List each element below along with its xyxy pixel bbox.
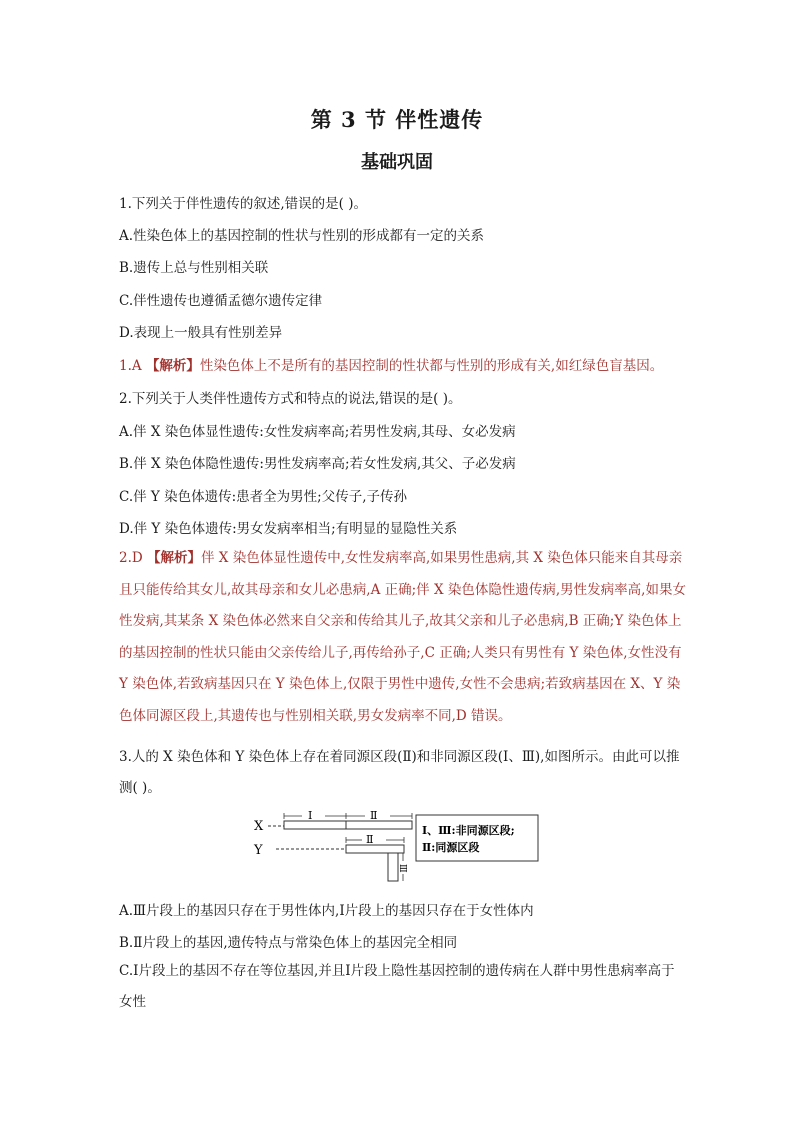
segment-2-label-x: Ⅱ [370,809,378,822]
section-subtitle: 基础巩固 [361,152,433,173]
question-2-stem: 2.下列关于人类伴性遗传方式和特点的说法,错误的是( )。 [119,391,462,407]
question-2-option-a: A.伴 X 染色体显性遗传:女性发病率高;若男性发病,其母、女必发病 [119,424,516,440]
question-1-option-c: C.伴性遗传也遵循孟德尔遗传定律 [119,293,323,309]
question-1-option-d: D.表现上一般具有性别差异 [119,325,283,341]
y-chromosome-bar [346,845,404,853]
segment-1-label: Ⅰ [308,809,313,822]
question-2-option-d: D.伴 Y 染色体遗传:男女发病率相当;有明显的显隐性关系 [119,521,458,537]
page-title: 第 3 节 伴性遗传 [310,107,484,132]
question-2-answer [119,543,687,732]
question-3-option-a: A.Ⅲ片段上的基因只存在于男性体内,Ⅰ片段上的基因只存在于女性体内 [119,903,534,919]
legend-box [416,815,538,861]
legend-line-1: Ⅰ、Ⅲ:非同源区段; [422,824,515,837]
segment-3-label: Ⅲ [397,864,407,873]
legend-line-2: Ⅱ:同源区段 [422,841,480,854]
answer-1-explanation: 性染色体上不是所有的基因控制的性状都与性别的形成有关,如红绿色盲基因。 [199,358,664,374]
question-3-option-b: B.Ⅱ片段上的基因,遗传特点与常染色体上的基因完全相同 [119,935,458,951]
question-1-option-a: A.性染色体上的基因控制的性状与性别的形成都有一定的关系 [119,228,485,244]
answer-2-explanation: 伴 X 染色体显性遗传中,女性发病率高,如果男性患病,其 X 染色体只能来自其母亲且只能传给其女儿,故其母亲和女儿必患病,A 正确;伴 X 染色体隐性遗传病,男性发病率高,如果女性发病,其某条 X 染色体必然来自父亲和传给其儿子,故其父亲和儿子必患病,B 正确;Y 染色体上的基因控制的性状只能由父亲传给儿子,再传给孙子,C 正确;人类只有男性有 Y 染色体,女性没有 Y 染色体,若致病基因只在 Y 染色体上,仅限于男性中遗传,女性不会患病;若致病基因在 X、Y 染色体同源区段上,其遗传也与性别相关联,男女发病率不同,D 错误。 [119,550,686,724]
x-chromosome-bar [284,821,412,829]
question-1-stem: 1.下列关于伴性遗传的叙述,错误的是( )。 [119,196,367,212]
question-1-answer [119,354,663,374]
question-3-option-c: C.Ⅰ片段上的基因不存在等位基因,并且Ⅰ片段上隐性基因控制的遗传病在人群中男性患病率高于女性 [119,963,675,1010]
label-y: Y [254,843,263,858]
question-2-option-c: C.伴 Y 染色体遗传:患者全为男性;父传子,子传孙 [119,489,408,505]
answer-2-tag: 【解析】 [147,550,201,566]
label-x: X [254,819,264,834]
chromosome-diagram [250,808,545,887]
segment-2-label-y: Ⅱ [366,833,374,846]
question-3-stem: 3.人的 X 染色体和 Y 染色体上存在着同源区段(Ⅱ)和非同源区段(Ⅰ、Ⅲ),如图所示。由此可以推测( )。 [119,749,680,796]
answer-1-prefix: 1.A [119,358,146,374]
question-1-option-b: B.遗传上总与性别相关联 [119,260,269,276]
question-2-option-b: B.伴 X 染色体隐性遗传:男性发病率高;若女性发病,其父、子必发病 [119,456,516,472]
answer-2-prefix: 2.D [119,550,147,566]
answer-1-tag: 【解析】 [145,358,200,374]
y-chromosome-tail [388,853,398,881]
